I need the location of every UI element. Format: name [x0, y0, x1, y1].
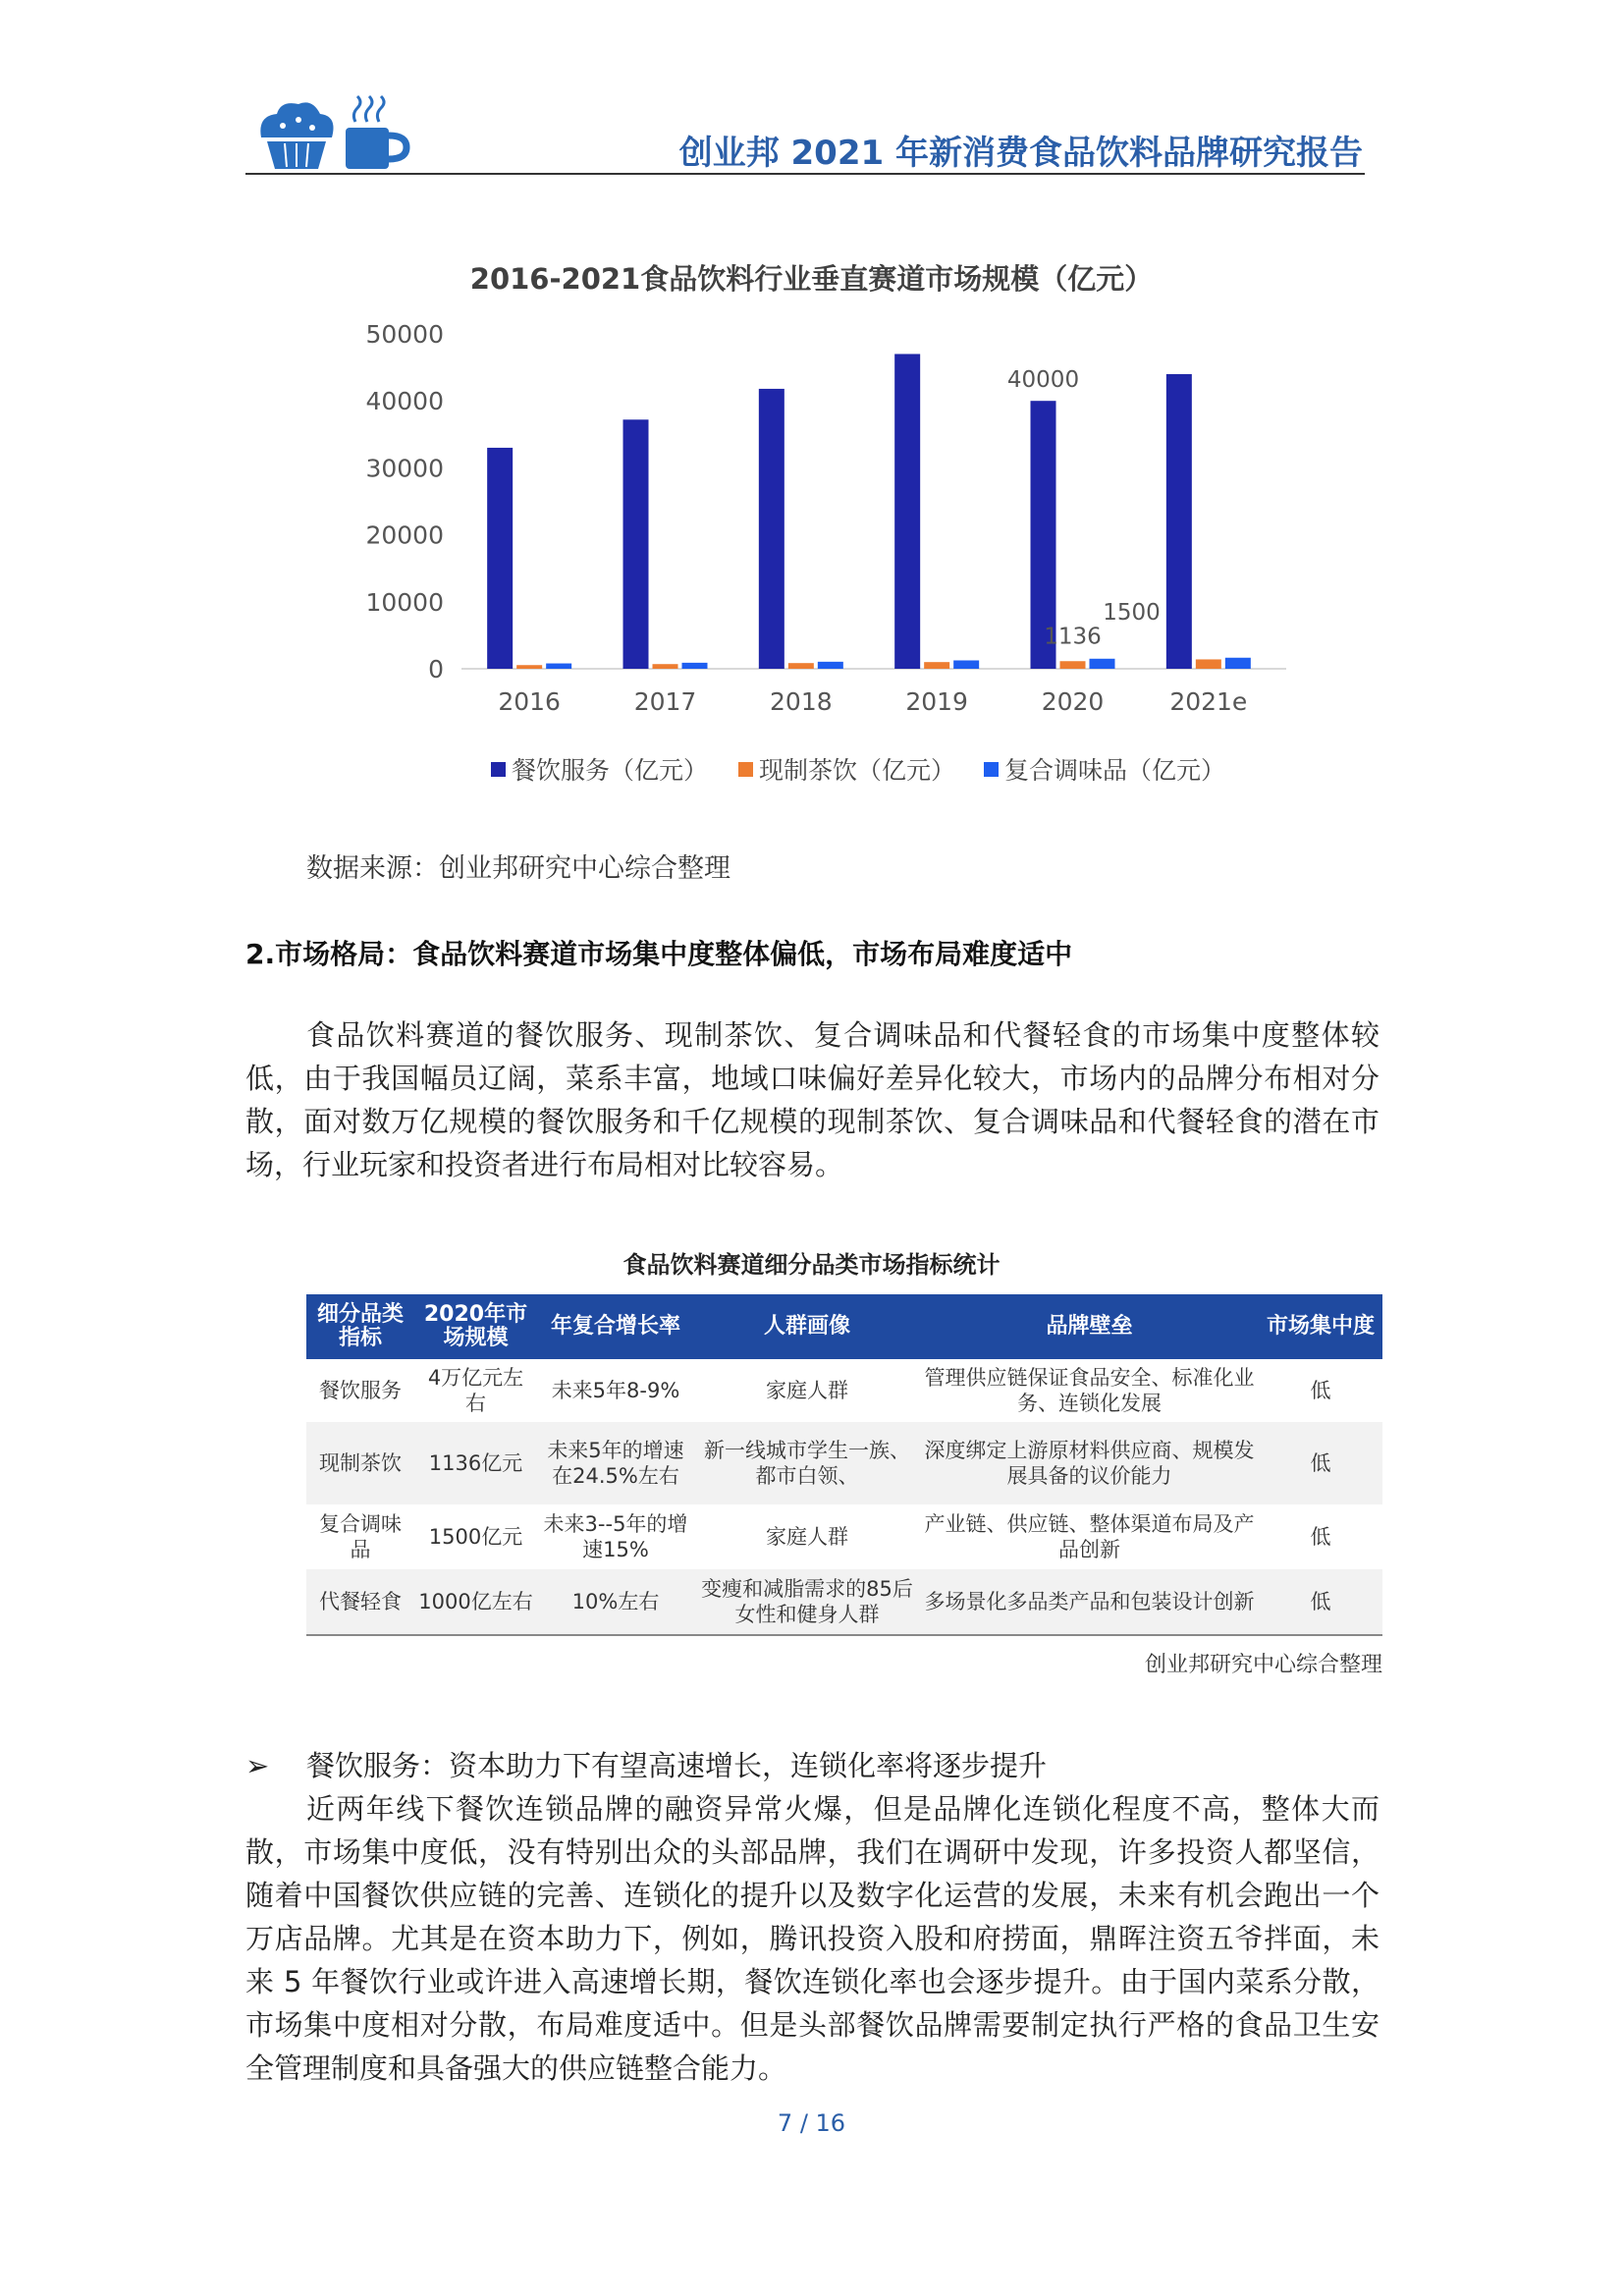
cupcake-and-coffee-cup-icon — [253, 94, 410, 173]
table-cell: 1000亿左右 — [414, 1569, 537, 1635]
legend-item — [738, 751, 955, 787]
table-cell: 复合调味品 — [306, 1504, 414, 1569]
bar — [516, 665, 542, 669]
data-label: 1136 — [1044, 624, 1102, 650]
table-cell: 变瘦和减脂需求的85后女性和健身人群 — [694, 1569, 920, 1635]
x-tick-label: 2016 — [498, 687, 561, 716]
table-cell: 现制茶饮 — [306, 1422, 414, 1504]
legend-swatch — [738, 762, 753, 777]
legend-swatch — [984, 762, 999, 777]
table-cell: 多场景化多品类产品和包装设计创新 — [920, 1569, 1259, 1635]
bar — [953, 660, 979, 669]
table-cell: 1136亿元 — [414, 1422, 537, 1504]
legend-swatch — [491, 762, 506, 777]
data-label: 1500 — [1103, 599, 1161, 626]
chart-title: 2016-2021食品饮料行业垂直赛道市场规模（亿元） — [469, 262, 1154, 296]
legend-label: 现制茶饮（亿元） — [759, 756, 956, 785]
bar — [682, 663, 708, 669]
bar — [1060, 661, 1086, 669]
table-cell: 深度绑定上游原材料供应商、规模发展具备的议价能力 — [920, 1422, 1259, 1504]
table-cell: 家庭人群 — [694, 1504, 920, 1569]
table-cell: 低 — [1259, 1359, 1382, 1422]
table-row — [306, 1504, 1382, 1569]
arrowhead-bullet-icon: ➢ — [245, 1749, 270, 1782]
page-number: 7 / 16 — [777, 2109, 846, 2137]
market-metrics-table — [306, 1294, 1382, 1636]
table-cell: 低 — [1259, 1504, 1382, 1569]
table-cell: 新一线城市学生一族、都市白领、 — [694, 1422, 920, 1504]
table-cell: 家庭人群 — [694, 1359, 920, 1422]
table-row — [306, 1569, 1382, 1635]
table-header-row — [306, 1294, 1382, 1359]
x-tick-label: 2021e — [1169, 687, 1248, 716]
bar — [1090, 659, 1115, 669]
bullet-heading — [245, 1744, 1047, 1784]
bullet-text: 餐饮服务：资本助力下有望高速增长，连锁化率将逐步提升 — [306, 1749, 1048, 1782]
table-cell: 10%左右 — [537, 1569, 694, 1635]
bar — [623, 419, 649, 669]
table-header-cell: 品牌壁垒 — [920, 1294, 1259, 1359]
table-source-note: 创业邦研究中心综合整理 — [1144, 1653, 1382, 1677]
legend-item — [984, 751, 1225, 787]
bar — [1196, 659, 1221, 669]
x-tick-label: 2019 — [905, 687, 968, 716]
bar — [1225, 658, 1251, 669]
y-tick-label: 10000 — [365, 587, 444, 617]
legend-label: 餐饮服务（亿元） — [512, 756, 709, 785]
bar-chart — [334, 312, 1296, 793]
table-row — [306, 1422, 1382, 1504]
bar — [759, 389, 784, 669]
section-heading: 2.市场格局：食品饮料赛道市场集中度整体偏低，市场布局难度适中 — [245, 938, 1073, 970]
header-divider — [245, 173, 1365, 175]
table-cell: 未来5年8-9% — [537, 1359, 694, 1422]
y-tick-label: 20000 — [365, 520, 444, 550]
bar — [818, 662, 843, 669]
table-row — [306, 1359, 1382, 1422]
table-cell: 餐饮服务 — [306, 1359, 414, 1422]
table-cell: 1500亿元 — [414, 1504, 537, 1569]
bar — [653, 664, 678, 669]
table-cell: 管理供应链保证食品安全、标准化业务、连锁化发展 — [920, 1359, 1259, 1422]
y-tick-label: 50000 — [365, 320, 444, 349]
bar — [546, 664, 571, 669]
table-header-cell: 市场集中度 — [1259, 1294, 1382, 1359]
bar — [1166, 374, 1192, 669]
chart-legend — [491, 751, 1276, 791]
bar — [788, 663, 814, 669]
table-header-cell: 2020年市场规模 — [414, 1294, 537, 1359]
bar — [894, 354, 920, 669]
y-tick-label: 40000 — [365, 387, 444, 416]
table-header-cell: 年复合增长率 — [537, 1294, 694, 1359]
x-tick-label: 2018 — [770, 687, 833, 716]
data-label: 40000 — [1006, 367, 1080, 394]
table-cell: 产业链、供应链、整体渠道布局及产品创新 — [920, 1504, 1259, 1569]
header-title: 创业邦 2021 年新消费食品饮料品牌研究报告 — [678, 134, 1363, 173]
y-tick-label: 30000 — [365, 454, 444, 483]
paragraph-market-concentration: 食品饮料赛道的餐饮服务、现制茶饮、复合调味品和代餐轻食的市场集中度整体较低，由于我国幅员辽阔，菜系丰富，地域口味偏好差异化较大，市场内的品牌分布相对分散，面对数万亿规模的餐饮服务和千亿规模的现制茶饮、复合调味品和代餐轻食的潜在市场，行业玩家和投资者进行布局相对比较容易。 — [245, 1018, 1380, 1181]
legend-item — [491, 751, 708, 787]
table-title: 食品饮料赛道细分品类市场指标统计 — [622, 1251, 1001, 1279]
x-tick-label: 2020 — [1041, 687, 1105, 716]
y-tick-label: 0 — [428, 655, 444, 683]
legend-label: 复合调味品（亿元） — [1004, 756, 1226, 785]
table-cell: 低 — [1259, 1422, 1382, 1504]
bar — [924, 662, 949, 669]
x-tick-label: 2017 — [633, 687, 697, 716]
table-cell: 未来5年的增速在24.5%左右 — [537, 1422, 694, 1504]
chart-source-note: 数据来源：创业邦研究中心综合整理 — [306, 853, 730, 884]
table-header-cell: 细分品类指标 — [306, 1294, 414, 1359]
table-cell: 代餐轻食 — [306, 1569, 414, 1635]
paragraph-restaurant-services: 近两年线下餐饮连锁品牌的融资异常火爆，但是品牌化连锁化程度不高，整体大而散，市场集中度低，没有特别出众的头部品牌，我们在调研中发现，许多投资人都坚信，随着中国餐饮供应链的完善、连锁化的提升以及数字化运营的发展，未来有机会跑出一个万店品牌。尤其是在资本助力下，例如，腾讯投资入股和府捞面，鼎晖注资五爷拌面，未来 5 年餐饮行业或许进入高速增长期，餐饮连锁化率也会逐步提升。由于国内菜系分散，市场集中度相对分散，布局难度适中。但是头部餐饮品牌需要制定执行严格的食品卫生安全管理制度和具备强大的供应链整合能力。 — [245, 1792, 1380, 2085]
table-cell: 低 — [1259, 1569, 1382, 1635]
table-cell: 未来3--5年的增速15% — [537, 1504, 694, 1569]
table-header-cell: 人群画像 — [694, 1294, 920, 1359]
table-cell: 4万亿元左右 — [414, 1359, 537, 1422]
bar — [487, 448, 513, 669]
